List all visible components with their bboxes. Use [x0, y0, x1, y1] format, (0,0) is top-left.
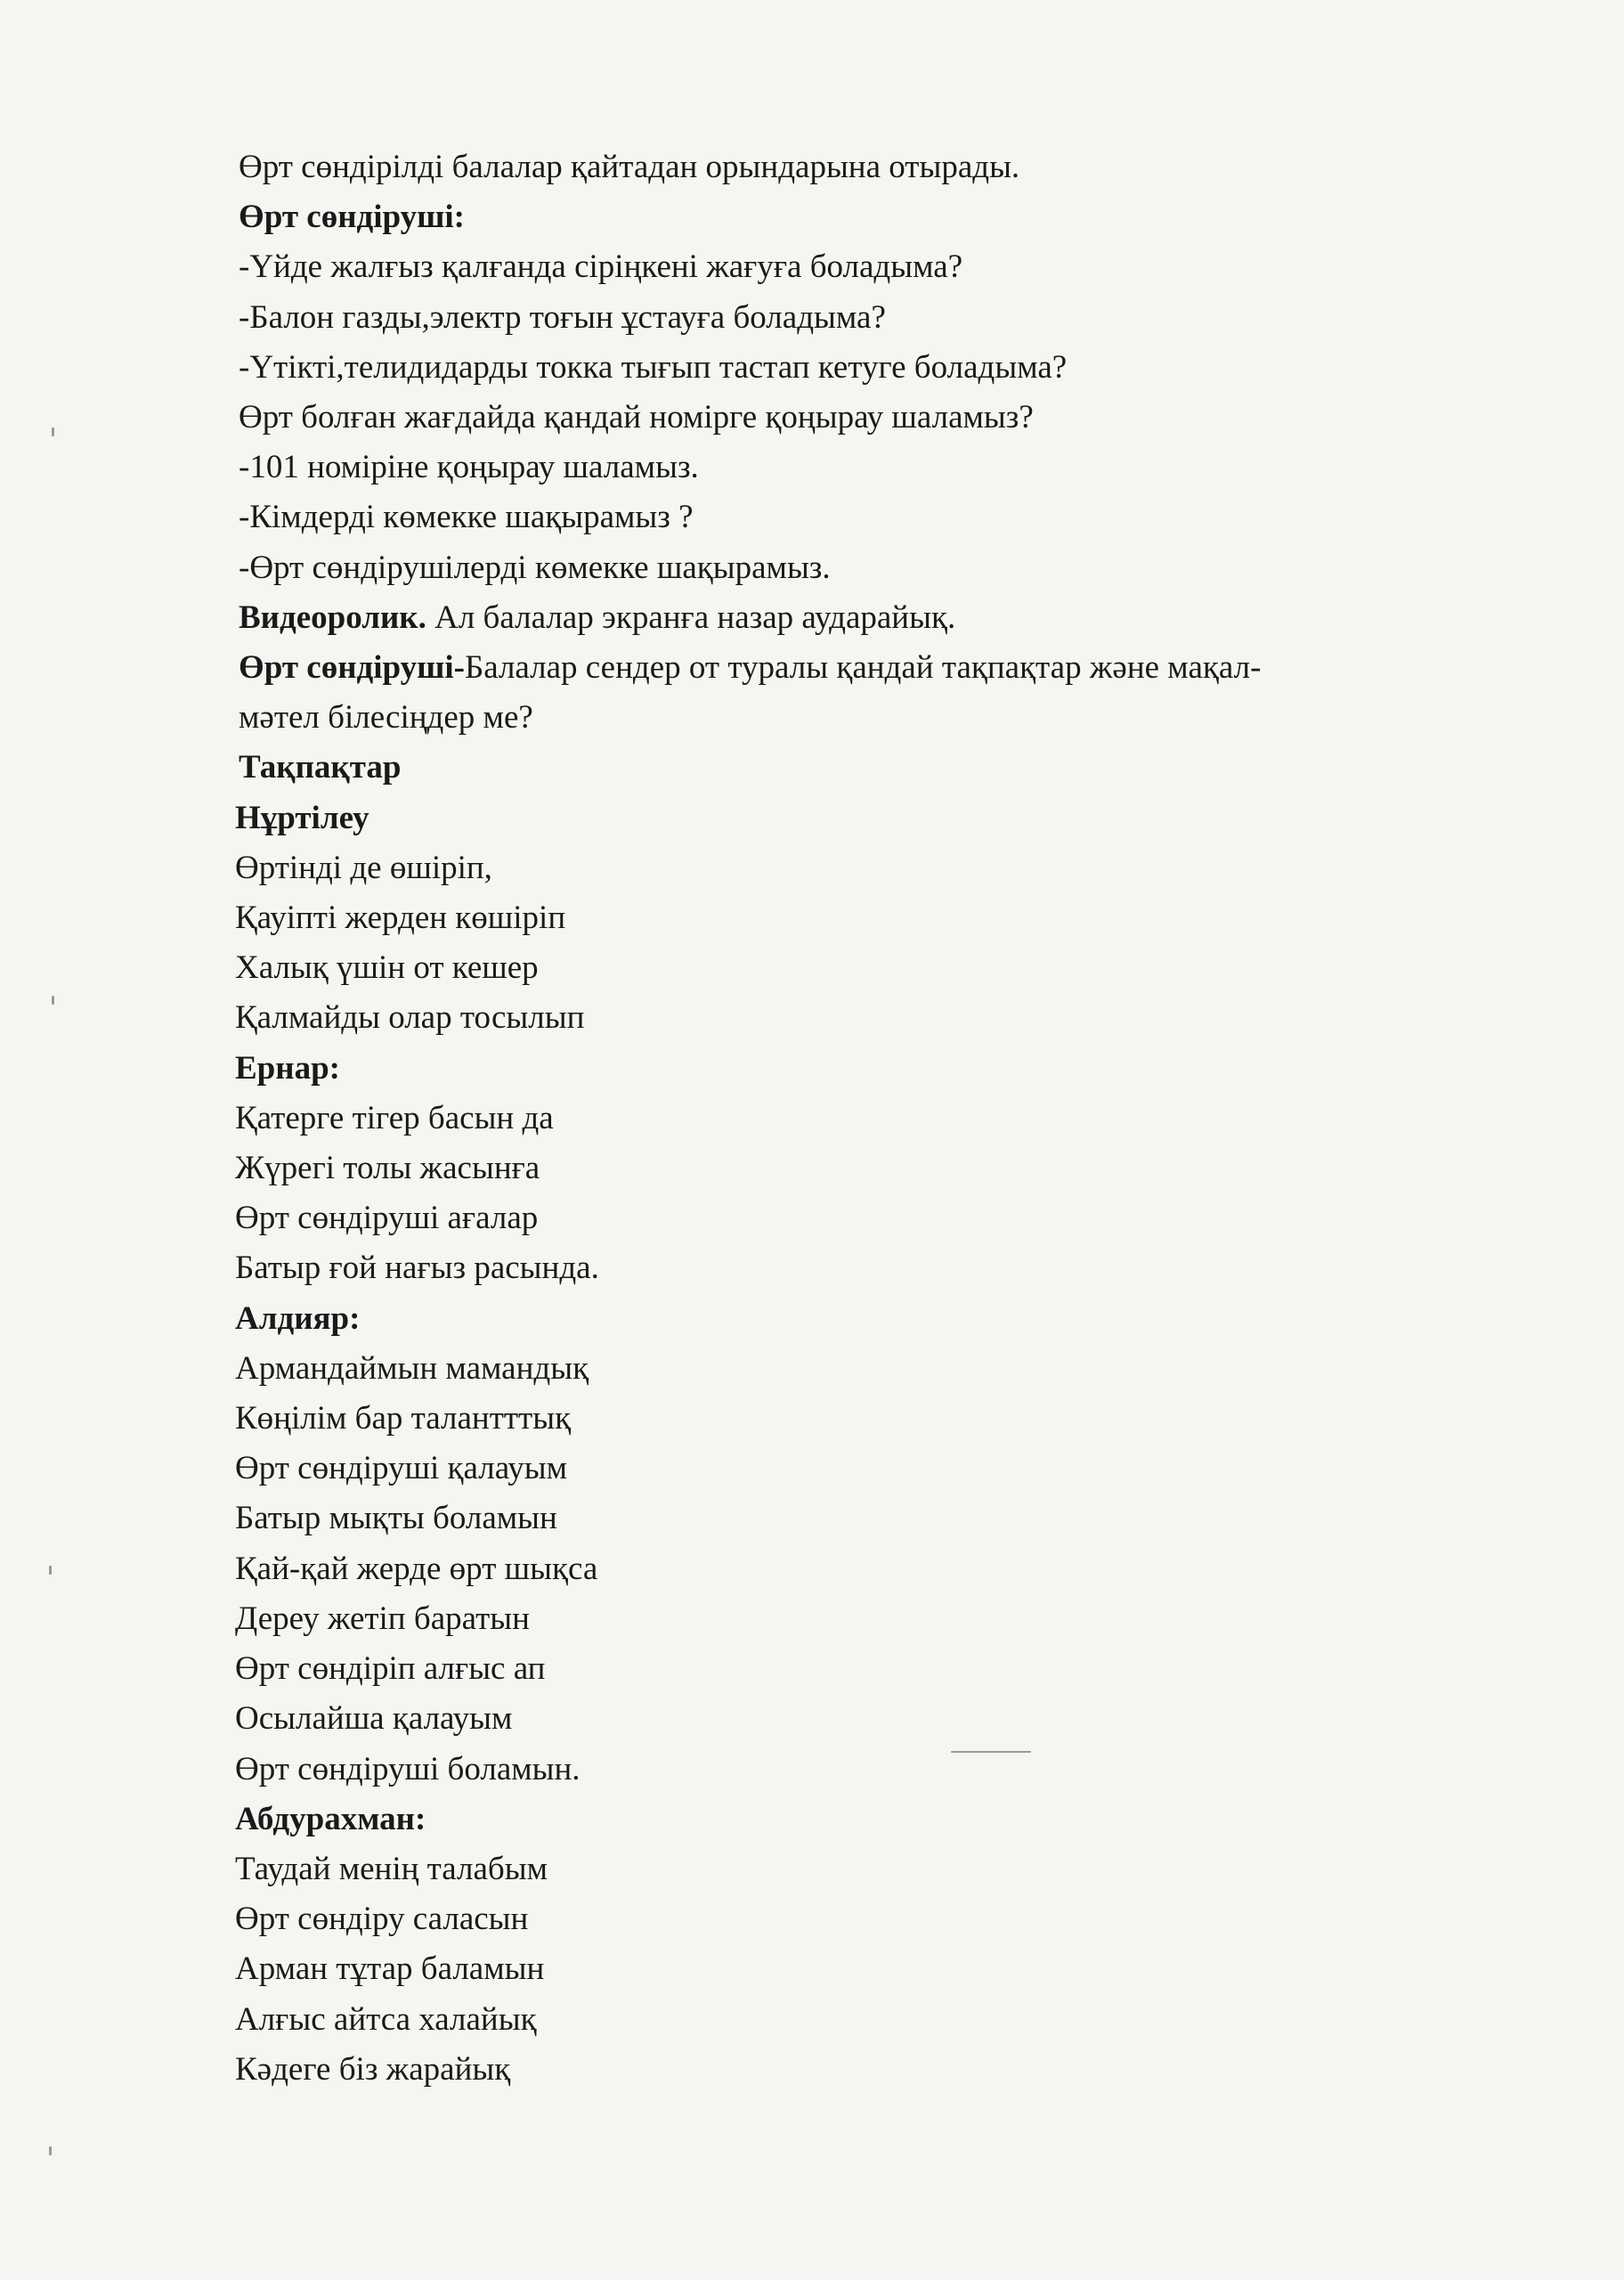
question-line: Өрт болған жағдайда қандай номірге қоңырау шаламыз? — [239, 399, 1034, 436]
question-line: -Үтікті,телидидарды токка тығып тастап кетуге боладыма? — [239, 348, 1068, 386]
poem-line: Алғыс айтса халайық — [235, 2000, 537, 2038]
poem-line: Халық үшін от кешер — [235, 949, 539, 987]
section-title: Тақпақтар — [239, 749, 402, 786]
poem-author: Алдияр: — [235, 1299, 361, 1337]
poem-line: Батыр мықты боламын — [235, 1500, 557, 1537]
poem-line: Қауіпті жерден көшіріп — [235, 900, 566, 937]
poem-line: Қатерге тігер басын да — [235, 1099, 554, 1136]
poem-line: Өрт сөндіруші боламын. — [235, 1750, 581, 1787]
document-body — [235, 142, 1485, 2095]
poem-line: Осылайша қалауым — [235, 1700, 513, 1738]
speaker-heading: Өрт сөндіруші: — [239, 199, 465, 236]
poem-line: Жүрегі толы жасынға — [235, 1150, 540, 1187]
video-line — [239, 593, 1485, 643]
answer-line: -101 номіріне қоңырау шаламыз. — [239, 449, 699, 486]
video-label: Видеоролик. — [239, 598, 426, 636]
poem-line: Кәдеге біз жарайық — [235, 2050, 511, 2088]
poem-line: Арман тұтар баламын — [235, 1950, 545, 1988]
poem-line: Өртінді де өшіріп, — [235, 849, 492, 886]
scan-speck — [49, 2146, 52, 2155]
scan-speck — [52, 996, 54, 1005]
poem-line: Таудай менің талабым — [235, 1850, 548, 1887]
question-line: -Үйде жалғыз қалғанда сіріңкені жағуға боладыма? — [239, 248, 963, 286]
poem-line: Дереу жетіп баратын — [235, 1600, 530, 1637]
question-line: -Кімдерді көмекке шақырамыз ? — [239, 499, 694, 536]
poem-line: Армандаймын мамандық — [235, 1349, 589, 1387]
scan-speck — [49, 1566, 52, 1575]
intro-line: Өрт сөндірілді балалар қайтадан орындарына отырады. — [239, 149, 1020, 185]
poem-line: Өрт сөндіру саласын — [235, 1901, 529, 1938]
poem-author: Нұртілеу — [235, 799, 369, 836]
poem-line: Өрт сөндіруші қалауым — [235, 1450, 568, 1487]
speaker-text: Балалар сендер от туралы қандай тақпақтар және мақал- — [464, 649, 1262, 687]
poem-line: Қай-қай жерде өрт шықса — [235, 1550, 598, 1587]
poem-author: Ернар: — [235, 1049, 340, 1087]
speaker-label: Өрт сөндіруші- — [239, 649, 465, 687]
poem-line: Қалмайды олар тосылып — [235, 999, 585, 1037]
speaker-line — [239, 643, 1485, 693]
poem-line: Көңілім бар талантттық — [235, 1400, 572, 1437]
question-line: -Балон газды,электр тоғын ұстауға боладыма? — [239, 298, 886, 336]
poem-line: Өрт сөндіріп алғыс ап — [235, 1650, 546, 1688]
video-text: Ал балалар экранға назар аударайық. — [426, 598, 956, 636]
poem — [235, 1795, 1485, 2095]
poem-line: Өрт сөндіруші ағалар — [235, 1200, 539, 1237]
poem-author: Абдурахман: — [235, 1800, 426, 1837]
poem-line: Батыр ғой нағыз расында. — [235, 1250, 599, 1287]
poem — [235, 1044, 1485, 1294]
speaker-line-continued: мәтел білесіңдер ме? — [239, 699, 533, 737]
scan-speck — [52, 428, 54, 436]
poem — [235, 794, 1485, 1044]
answer-line: -Өрт сөндірушілерді көмекке шақырамыз. — [239, 549, 831, 586]
poem — [235, 1294, 1485, 1795]
